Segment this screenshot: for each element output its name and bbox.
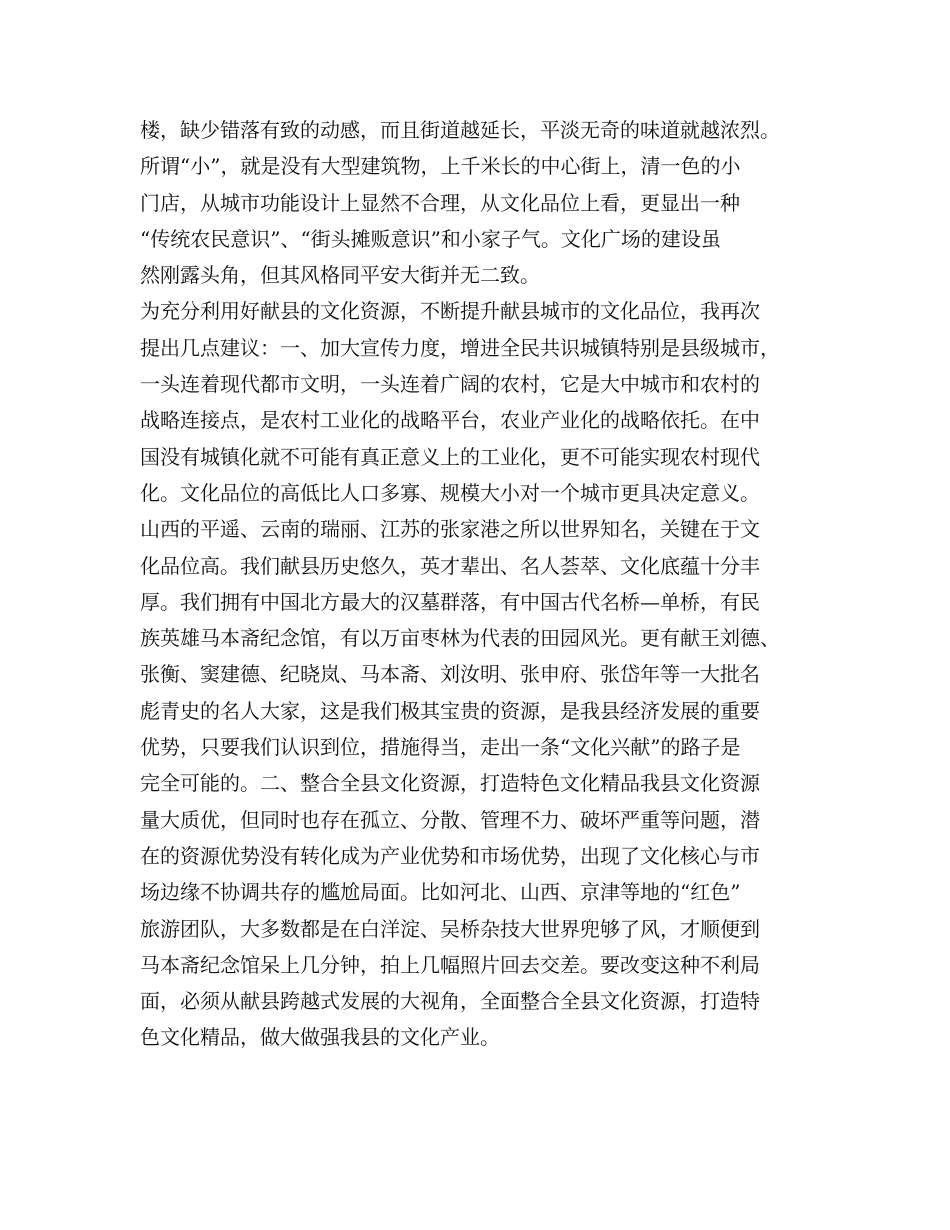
text-line: 色文化精品，做大做强我县的文化产业。: [140, 1025, 500, 1050]
body-text: [140, 112, 830, 1056]
text-line: 彪青史的名人大家，这是我们极其宝贵的资源，是我县经济发展的重要: [140, 698, 760, 723]
text-line: 旅游团队，大多数都是在白洋淀、吴桥杂技大世界兜够了风，才顺便到: [140, 916, 760, 941]
text-line: 山西的平遥、云南的瑞丽、江苏的张家港之所以世界知名，关键在于文: [140, 517, 760, 542]
text-line: 提出几点建议：一、加大宣传力度，增进全民共识城镇特别是县级城市，: [140, 335, 780, 360]
text-line: 量大质优，但同时也存在孤立、分散、管理不力、破坏严重等问题，潜: [140, 807, 760, 832]
text-line: 战略连接点，是农村工业化的战略平台，农业产业化的战略依托。在中: [140, 408, 760, 433]
text-line: 优势，只要我们认识到位，措施得当，走出一条“文化兴献”的路子是: [140, 735, 741, 760]
text-line: 厚。我们拥有中国北方最大的汉墓群落，有中国古代名桥—单桥，有民: [140, 589, 760, 614]
text-line: 在的资源优势没有转化成为产业优势和市场优势，出现了文化核心与市: [140, 843, 760, 868]
text-line: 一头连着现代都市文明，一头连着广阔的农村，它是大中城市和农村的: [140, 372, 760, 397]
text-line: 门店，从城市功能设计上显然不合理，从文化品位上看，更显出一种: [140, 190, 740, 215]
text-line: 化品位高。我们献县历史悠久，英才辈出、名人荟萃、文化底蕴十分丰: [140, 553, 760, 578]
text-line: 族英雄马本斋纪念馆，有以万亩枣林为代表的田园风光。更有献王刘德、: [140, 626, 780, 651]
text-line: 面，必须从献县跨越式发展的大视角，全面整合全县文化资源，打造特: [140, 989, 760, 1014]
text-line: 场边缘不协调共存的尴尬局面。比如河北、山西、京津等地的“红色”: [140, 880, 741, 905]
text-line: 化。文化品位的高低比人口多寡、规模大小对一个城市更具决定意义。: [140, 480, 760, 505]
text-line: 然刚露头角，但其风格同平安大街并无二致。: [140, 263, 540, 288]
text-line: 张衡、窦建德、纪晓岚、马本斋、刘汝明、张申府、张岱年等一大批名: [140, 662, 760, 687]
text-line: “传统农民意识”、“街头摊贩意识”和小家子气。文化广场的建设虽: [140, 226, 721, 251]
text-line: 为充分利用好献县的文化资源，不断提升献县城市的文化品位，我再次: [140, 299, 760, 324]
text-line: 国没有城镇化就不可能有真正意义上的工业化，更不可能实现农村现代: [140, 444, 760, 469]
text-line: 马本斋纪念馆呆上几分钟，拍上几幅照片回去交差。要改变这种不利局: [140, 952, 760, 977]
text-line: 所谓“小”，就是没有大型建筑物，上千米长的中心街上，清一色的小: [140, 154, 741, 179]
text-line: 楼，缺少错落有致的动感，而且街道越延长，平淡无奇的味道就越浓烈。: [140, 118, 780, 142]
text-line: 完全可能的。二、整合全县文化资源，打造特色文化精品我县文化资源: [140, 771, 760, 796]
